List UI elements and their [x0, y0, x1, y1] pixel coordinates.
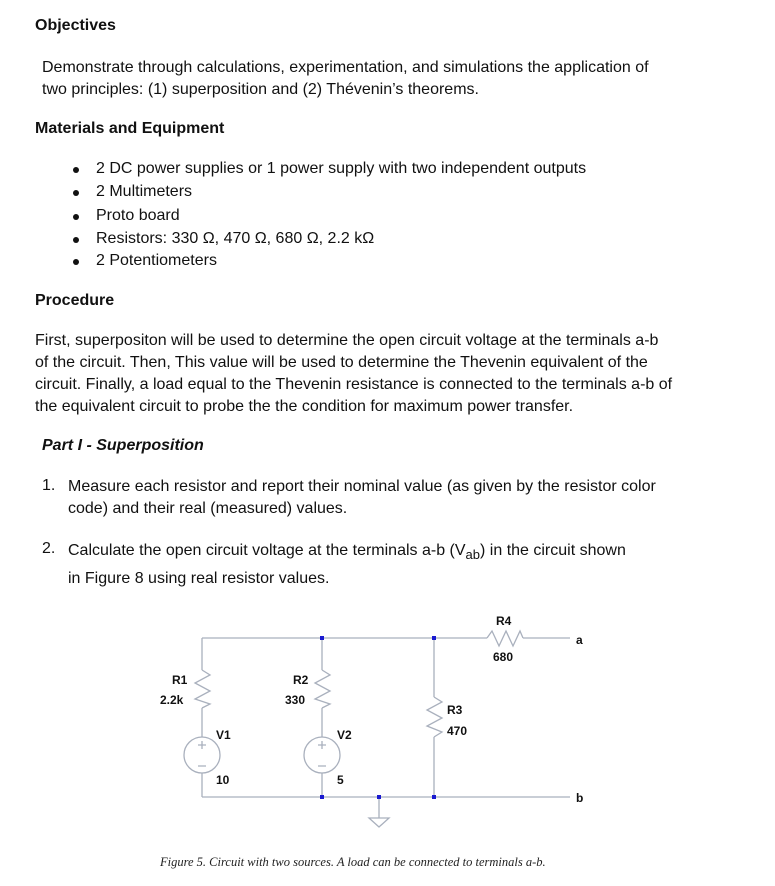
text-line: in Figure 8 using real resistor values.: [68, 570, 330, 588]
text-line: First, superpositon will be used to determine the open circuit voltage at the terminals a-b: [35, 332, 659, 349]
value-r4: 680: [493, 650, 514, 664]
label-r4: R4: [496, 614, 512, 628]
objectives-heading: Objectives: [35, 17, 116, 34]
bullet-icon: [73, 190, 79, 196]
text: ) in the circuit shown: [480, 542, 626, 559]
list-item: Resistors: 330 Ω, 470 Ω, 680 Ω, 2.2 kΩ: [96, 230, 375, 247]
text-line: circuit. Finally, a load equal to the Thevenin resistance is connected to the terminals a-b of: [35, 376, 673, 393]
list-item: 2 DC power supplies or 1 power supply with two independent outputs: [96, 160, 587, 177]
wires: [202, 638, 570, 818]
bullet-icon: [73, 259, 79, 265]
label-r1: R1: [172, 673, 188, 687]
value-v2: 5: [337, 773, 344, 787]
label-v1: V1: [216, 728, 231, 742]
value-r3: 470: [447, 724, 468, 738]
label-v2: V2: [337, 728, 352, 742]
bullet-icon: [73, 237, 79, 243]
text-line: Demonstrate through calculations, experimentation, and simulations the application of: [42, 59, 649, 76]
text: Calculate the open circuit voltage at the terminals a-b (V: [68, 542, 466, 559]
procedure-heading: Procedure: [35, 292, 115, 309]
value-r1: 2.2k: [160, 693, 184, 707]
procedure-text: [35, 330, 672, 418]
resistor-r1: [195, 670, 210, 708]
label-r2: R2: [293, 673, 309, 687]
text-line: [68, 539, 626, 567]
list-item: Proto board: [96, 207, 180, 224]
resistor-r2: [315, 670, 330, 708]
resistor-r4: [487, 631, 523, 646]
text-line: of the circuit. Then, This value will be used to determine the Thevenin equivalent of the: [35, 354, 648, 371]
circuit-diagram: [150, 600, 600, 840]
text-line: two principles: (1) superposition and (2) Thévenin’s theorems.: [42, 81, 479, 98]
text-line: code) and their real (measured) values.: [68, 500, 348, 517]
voltage-source-v2: [304, 737, 340, 773]
ground-icon: [369, 818, 389, 827]
value-v1: 10: [216, 773, 230, 787]
step-text: [68, 539, 626, 591]
list-item: 2 Multimeters: [96, 183, 193, 200]
bullet-icon: [73, 214, 79, 220]
text-line: Measure each resistor and report their nominal value (as given by the resistor color: [68, 478, 656, 495]
text-line: the equivalent circuit to probe the the condition for maximum power transfer.: [35, 398, 574, 415]
step-number: 2.: [42, 540, 56, 557]
materials-heading: Materials and Equipment: [35, 120, 225, 137]
part1-heading: Part I - Superposition: [42, 437, 204, 454]
list-item: 2 Potentiometers: [96, 252, 217, 269]
resistor-r3: [427, 697, 442, 737]
bullet-icon: [73, 167, 79, 173]
step-number: 1.: [42, 477, 56, 494]
objectives-text: [42, 57, 649, 101]
figure-caption: Figure 5. Circuit with two sources. A load can be connected to terminals a-b.: [160, 855, 546, 869]
step-text: [68, 476, 656, 520]
terminal-b: b: [576, 791, 584, 805]
subscript: ab: [465, 547, 481, 563]
label-r3: R3: [447, 703, 463, 717]
voltage-source-v1: [184, 737, 220, 773]
terminal-a: a: [576, 633, 583, 647]
value-r2: 330: [285, 693, 306, 707]
